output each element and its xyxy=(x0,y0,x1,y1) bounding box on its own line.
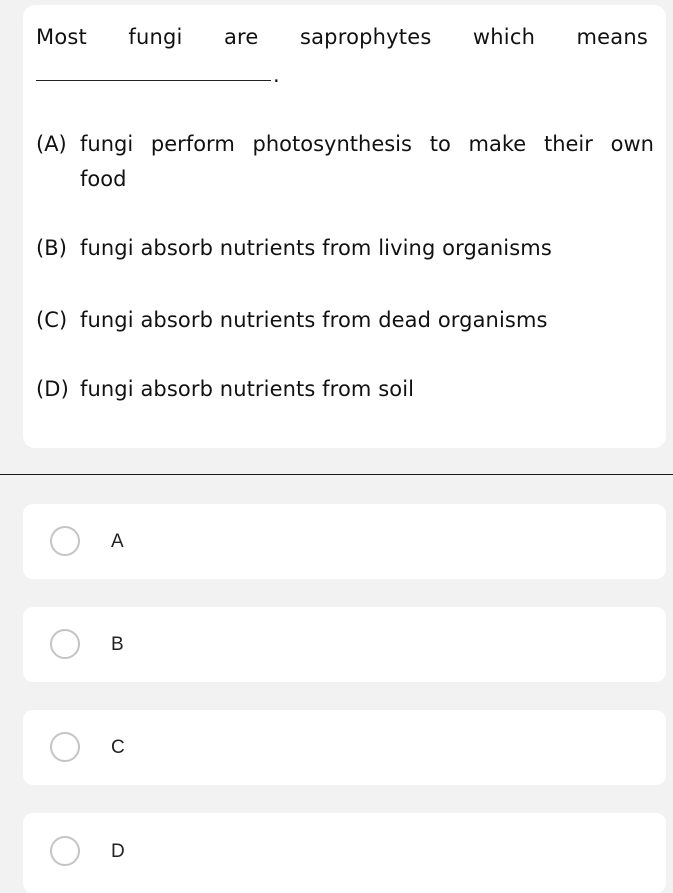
question-stem: Most fungi are saprophytes which means xyxy=(36,25,648,49)
answer-blank xyxy=(36,80,271,81)
choice-label-d: D xyxy=(111,841,125,862)
option-b-text: fungi absorb nutrients from living organisms xyxy=(80,236,552,260)
choice-label-a: A xyxy=(111,530,124,552)
blank-period: . xyxy=(273,63,280,87)
radio-button-d[interactable] xyxy=(50,836,80,866)
radio-button-c[interactable] xyxy=(50,732,80,762)
option-d xyxy=(36,372,414,407)
option-a-letter: (A) xyxy=(36,132,67,156)
option-a-text-line1: fungi perform photosynthesis to make their own xyxy=(80,132,654,156)
answer-choice-b[interactable] xyxy=(23,607,666,682)
radio-button-a[interactable] xyxy=(50,526,80,556)
option-d-text: fungi absorb nutrients from soil xyxy=(80,377,415,401)
option-c-letter: (C) xyxy=(36,308,68,332)
option-c xyxy=(36,303,548,338)
option-d-letter: (D) xyxy=(36,377,69,401)
radio-button-b[interactable] xyxy=(50,629,80,659)
answer-choice-d[interactable] xyxy=(23,813,666,893)
choice-label-c: C xyxy=(111,736,125,758)
option-b xyxy=(36,231,552,266)
answer-choice-c[interactable] xyxy=(23,710,666,785)
option-a-text-line2: food xyxy=(80,167,127,191)
option-a xyxy=(36,127,654,162)
answer-choice-a[interactable] xyxy=(23,504,666,579)
option-c-text: fungi absorb nutrients from dead organisms xyxy=(80,308,548,332)
section-divider xyxy=(0,474,673,475)
option-b-letter: (B) xyxy=(36,236,68,260)
choice-label-b: B xyxy=(111,633,124,655)
question-card xyxy=(23,5,666,448)
